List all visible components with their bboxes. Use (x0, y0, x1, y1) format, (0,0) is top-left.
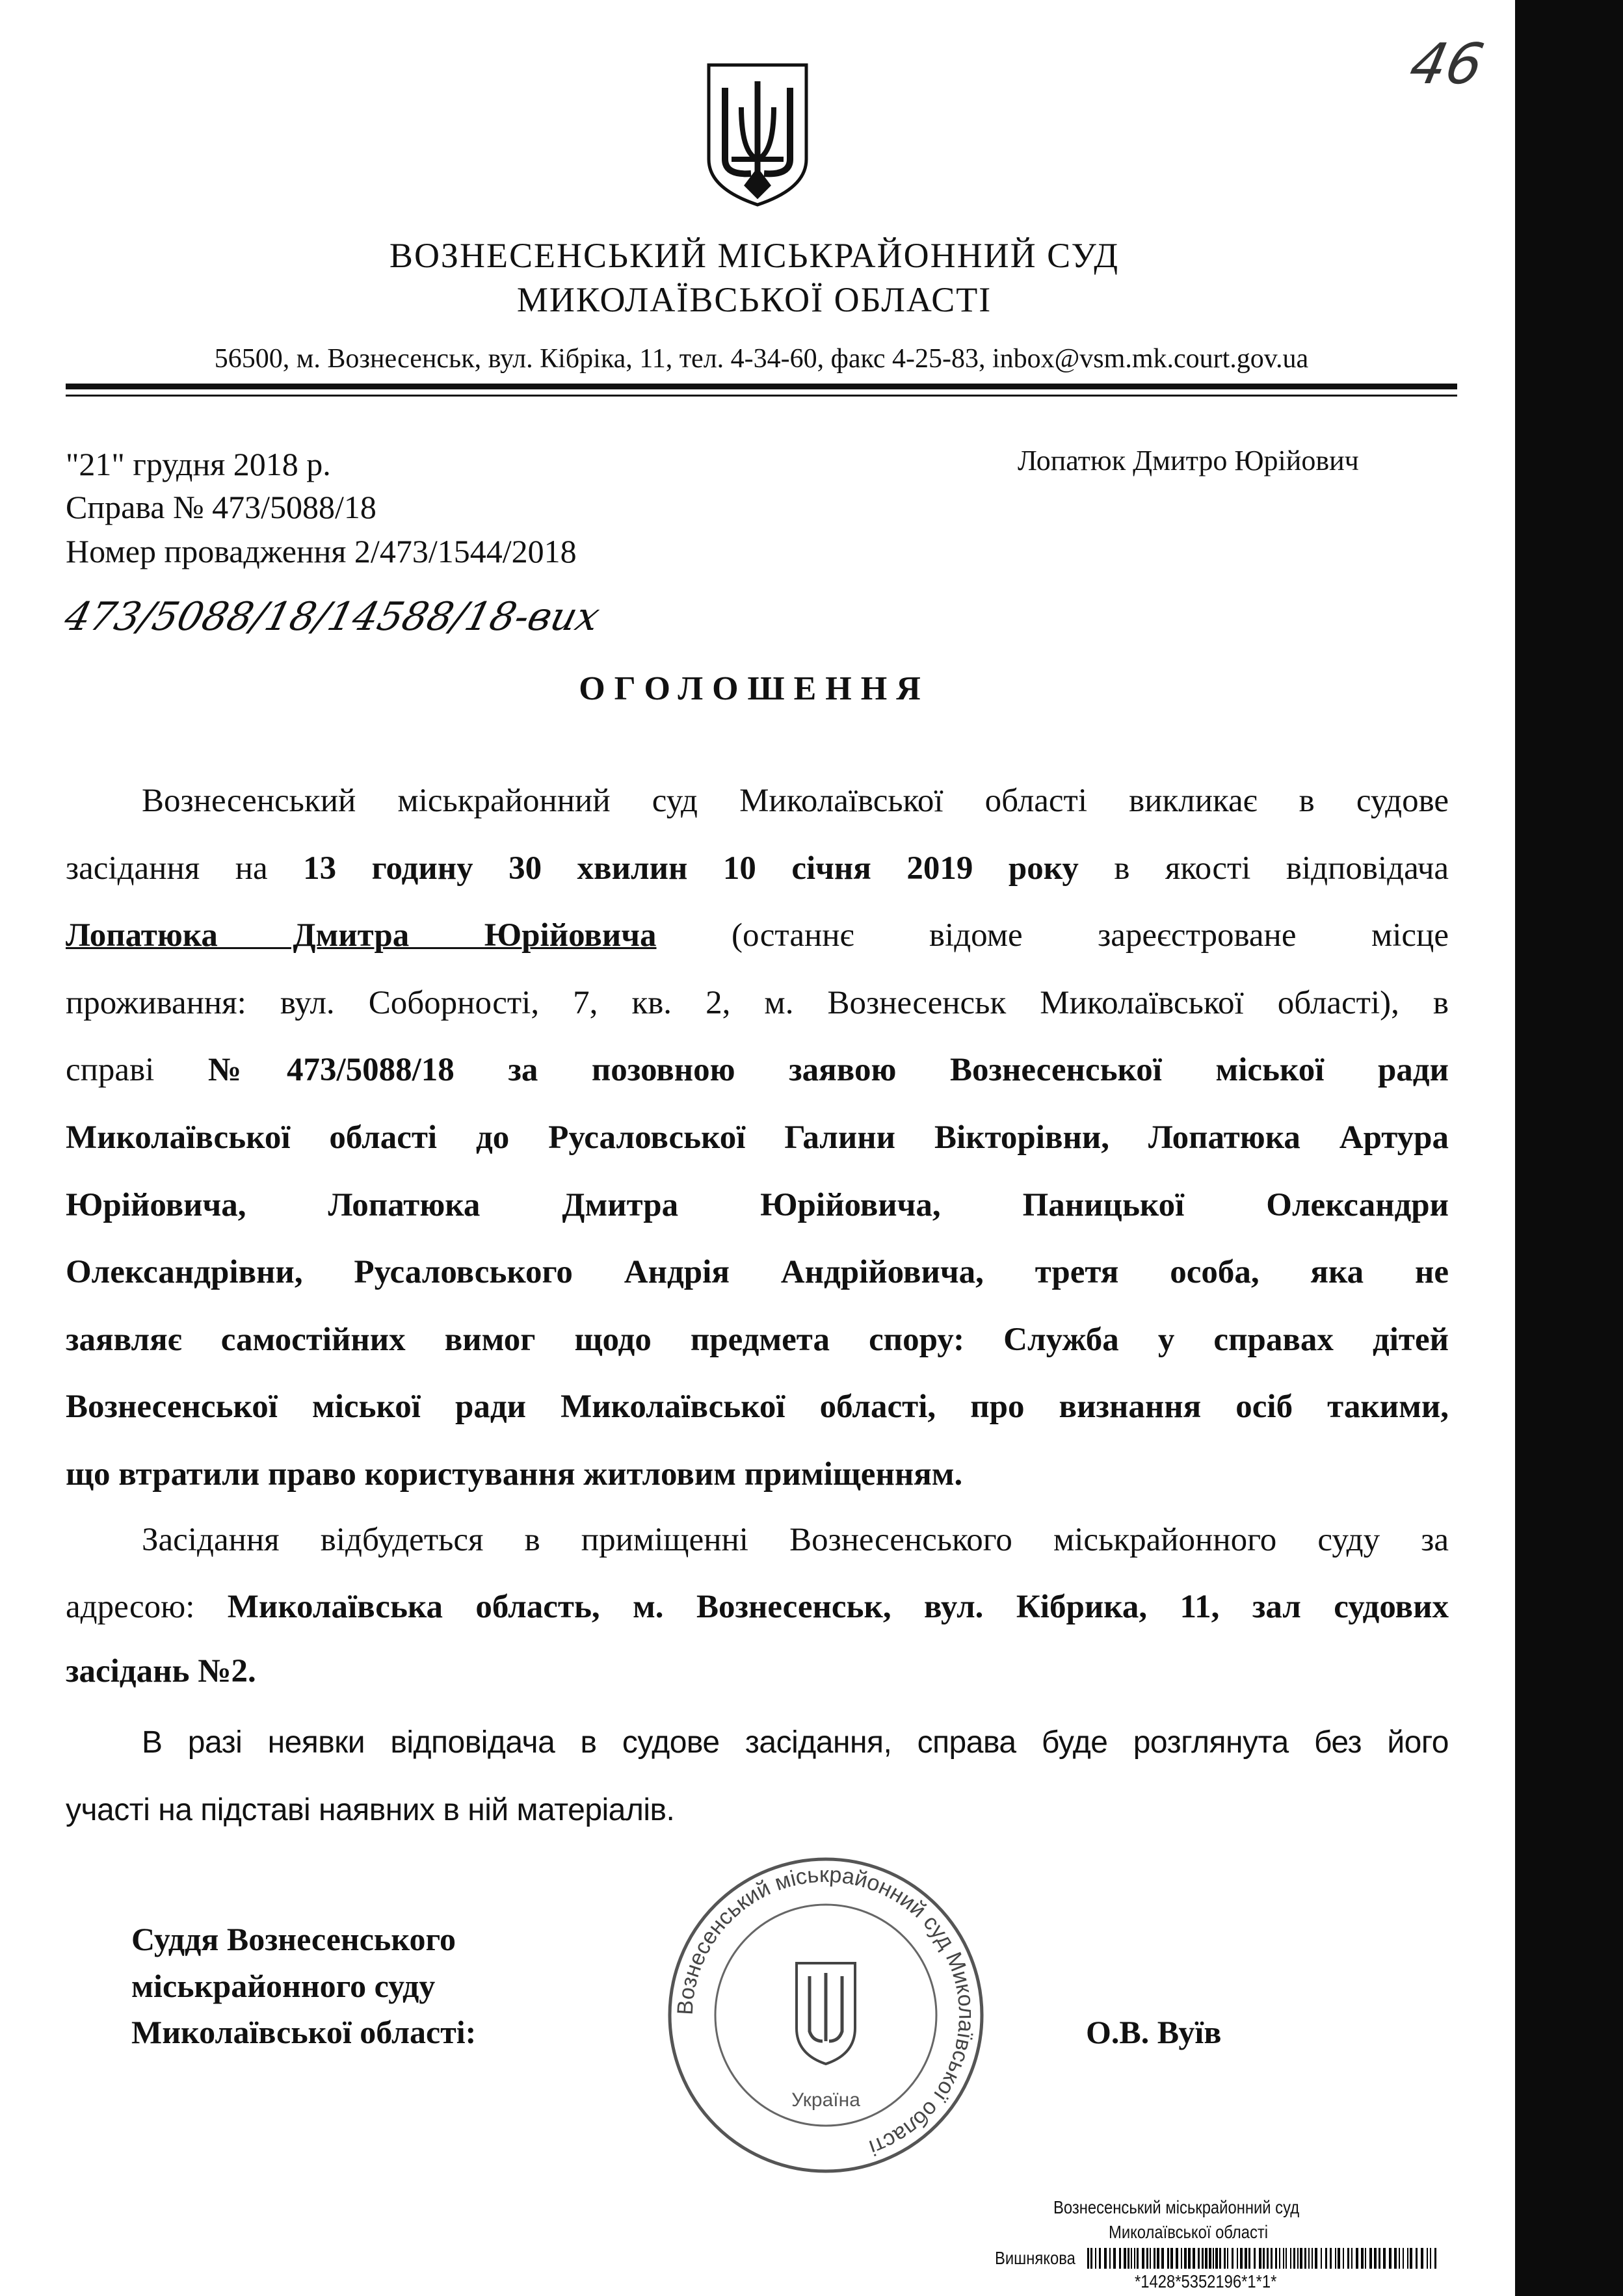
barcode-bar (1188, 2248, 1191, 2269)
barcode-bar (1167, 2248, 1169, 2269)
barcode-bar (1335, 2248, 1336, 2269)
body-line (66, 1119, 1449, 1157)
barcode-bar (1128, 2248, 1129, 2269)
barcode-bar (1087, 2248, 1089, 2269)
barcode-bar (1407, 2248, 1408, 2269)
signature-title-line1: Суддя Вознесенського (131, 1921, 456, 1957)
court-name-line1: ВОЗНЕСЕНСЬКИЙ МІСЬКРАЙОННИЙ СУД (389, 236, 1120, 275)
barcode-bar (1427, 2248, 1428, 2269)
barcode-bar (1248, 2248, 1250, 2269)
body-line (142, 1725, 1449, 1760)
text: в якості відповідача (1078, 850, 1449, 887)
barcode-bar (1304, 2248, 1306, 2269)
body-line (66, 984, 1449, 1023)
handwritten-page-number: 46 (1404, 32, 1490, 97)
barcode-bar (1403, 2248, 1404, 2269)
barcode-bar (1113, 2248, 1116, 2269)
letter-date: "21" грудня 2018 р. (66, 446, 331, 482)
barcode-bar (1430, 2248, 1431, 2269)
signature-title-line3: Миколаївської області: (131, 2014, 477, 2050)
text: засідання на (66, 850, 304, 887)
barcode-bar (1142, 2248, 1144, 2269)
footer-clerk-name: Вишнякова (995, 2248, 1075, 2268)
barcode-bar (1379, 2248, 1380, 2269)
footer-court-line2: Миколаївської області (1109, 2222, 1269, 2242)
announcement-heading: ОГОЛОШЕННЯ (579, 670, 930, 707)
barcode-bar (1131, 2248, 1132, 2269)
barcode-bar (1137, 2248, 1139, 2269)
barcode-bar (1184, 2248, 1187, 2269)
barcode-bar (1267, 2248, 1269, 2269)
text: Засідання відбудеться в приміщенні Вознесенського міськрайонного суду за (142, 1522, 1449, 1558)
barcode-bar (1356, 2248, 1358, 2269)
text: участі на підставі наявних в ній матеріалів. (66, 1793, 675, 1827)
header-rule-thin (66, 395, 1457, 397)
barcode-bar (1312, 2248, 1313, 2269)
barcode (1087, 2248, 1438, 2269)
barcode-bar (1263, 2248, 1265, 2269)
barcode-bar (1343, 2248, 1344, 2269)
bold-text: 13 годину 30 хвилин 10 січня 2019 року (303, 850, 1079, 887)
barcode-bar (1374, 2248, 1377, 2269)
barcode-bar (1321, 2248, 1322, 2269)
barcode-bar (1399, 2248, 1400, 2269)
bold-text: Олександрівни, Русаловського Андрія Андрійовича, третя особа, яка не (66, 1254, 1449, 1290)
text: В разі неявки відповідача в судове засідання, справа буде розглянута без його (142, 1725, 1449, 1760)
barcode-bar (1215, 2248, 1218, 2269)
body-line (66, 1588, 1449, 1626)
body-line (66, 1652, 1449, 1691)
text: Вознесенський міськрайонний суд Миколаївської області викликає в судове (142, 783, 1449, 819)
barcode-bar (1219, 2248, 1221, 2269)
barcode-bar (1237, 2248, 1238, 2269)
stamp-outer-text: Вознесенський міськрайонний суд Миколаївської області (672, 1862, 979, 2160)
scan-edge-black-strip (1515, 0, 1623, 2296)
barcode-bar (1224, 2248, 1226, 2269)
bold-text: Миколаївської області до Русаловської Галини Вікторівни, Лопатюка Артура (66, 1119, 1449, 1156)
court-name-line2: МИКОЛАЇВСЬКОЇ ОБЛАСТІ (516, 280, 992, 319)
body-line (66, 1186, 1449, 1225)
barcode-bar (1394, 2248, 1397, 2269)
body-line (66, 1051, 1449, 1089)
barcode-bar (1245, 2248, 1247, 2269)
barcode-bar (1181, 2248, 1182, 2269)
barcode-bar (1146, 2248, 1148, 2269)
text: адресою: (66, 1589, 228, 1625)
bold-text: заявляє самостійних вимог щодо предмета спору: Служба у справах дітей (66, 1322, 1449, 1358)
text: (останнє відоме зареєстроване місце (656, 917, 1449, 954)
barcode-bar (1254, 2248, 1256, 2269)
recipient-name: Лопатюк Дмитро Юрійович (1018, 445, 1359, 476)
bold-text: №473/5088/18 за позовною заявою Вознесенської міської ради (207, 1052, 1449, 1088)
barcode-bar (1308, 2248, 1310, 2269)
stamp-inner-text: Україна (791, 2089, 860, 2111)
barcode-bar (1198, 2248, 1200, 2269)
court-address: 56500, м. Вознесенськ, вул. Кібріка, 11, тел. 4-34-60, факс 4-25-83, inbox@vsm.mk.court.gov.ua (214, 344, 1309, 374)
barcode-number: *1428*5352196*1*1* (1135, 2271, 1277, 2291)
barcode-bar (1338, 2248, 1340, 2269)
barcode-bar (1351, 2248, 1352, 2269)
barcode-bar (1104, 2248, 1107, 2269)
bold-text: Лопатюка Дмитра Юрійовича (66, 917, 657, 954)
signature-title-line2: міськрайонного суду (131, 1968, 436, 2004)
body-line (66, 1253, 1449, 1292)
barcode-bar (1330, 2248, 1332, 2269)
barcode-bar (1134, 2248, 1135, 2269)
bold-text: Миколаївська область, м. Вознесенськ, вул. Кібрика, 11, зал судових (227, 1589, 1449, 1625)
bold-text: Вознесенської міської ради Миколаївської області, про визнання осіб такими, (66, 1389, 1449, 1425)
barcode-bar (1347, 2248, 1349, 2269)
body-line (66, 1792, 1449, 1828)
body-line (66, 917, 1449, 955)
barcode-bar (1227, 2248, 1228, 2269)
barcode-bar (1290, 2248, 1291, 2269)
barcode-bar (1213, 2248, 1214, 2269)
barcode-bar (1124, 2248, 1126, 2269)
barcode-bar (1300, 2248, 1302, 2269)
barcode-bar (1205, 2248, 1207, 2269)
body-line (142, 782, 1449, 820)
barcode-bar (1099, 2248, 1101, 2269)
barcode-bar (1325, 2248, 1327, 2269)
bold-text: Юрійовича, Лопатюка Дмитра Юрійовича, Паницької Олександри (66, 1187, 1449, 1223)
case-number: Справа № 473/5088/18 (66, 489, 376, 525)
barcode-bar (1434, 2248, 1436, 2269)
body-line (142, 1521, 1449, 1559)
barcode-bar (1283, 2248, 1284, 2269)
bold-text: засідань №2. (66, 1653, 256, 1689)
barcode-bar (1275, 2248, 1277, 2269)
barcode-bar (1154, 2248, 1155, 2269)
barcode-bar (1232, 2248, 1234, 2269)
barcode-bar (1161, 2248, 1164, 2269)
barcode-bar (1286, 2248, 1287, 2269)
barcode-bar (1090, 2248, 1092, 2269)
barcode-bar (1365, 2248, 1366, 2269)
barcode-bar (1279, 2248, 1280, 2269)
barcode-bar (1383, 2248, 1386, 2269)
barcode-bar (1119, 2248, 1121, 2269)
barcode-bar (1095, 2248, 1096, 2269)
barcode-bar (1193, 2248, 1195, 2269)
barcode-bar (1293, 2248, 1295, 2269)
barcode-bar (1150, 2248, 1151, 2269)
barcode-bar (1240, 2248, 1243, 2269)
barcode-bar (1315, 2248, 1317, 2269)
judge-name: О.В. Вуїв (1086, 2014, 1222, 2050)
barcode-bar (1361, 2248, 1364, 2269)
barcode-bar (1271, 2248, 1273, 2269)
barcode-bar (1369, 2248, 1372, 2269)
barcode-bar (1416, 2248, 1418, 2269)
barcode-bar (1109, 2248, 1111, 2269)
handwritten-outgoing-ref: 473/5088/18/14588/18-вих (60, 594, 605, 640)
barcode-bar (1209, 2248, 1211, 2269)
body-line (66, 1455, 1449, 1494)
text: проживання: вул. Соборності, 7, кв. 2, м. Вознесенськ Миколаївської області), в (66, 985, 1449, 1021)
barcode-bar (1176, 2248, 1178, 2269)
footer-court-line1: Вознесенський міськрайонний суд (1053, 2197, 1300, 2217)
text: справі (66, 1052, 208, 1088)
body-line (66, 850, 1449, 888)
barcode-bar (1389, 2248, 1392, 2269)
header-rule-thick (66, 384, 1457, 389)
barcode-bar (1170, 2248, 1173, 2269)
trident-emblem-icon (706, 62, 810, 208)
court-seal-stamp (657, 1846, 995, 2184)
barcode-bar (1259, 2248, 1261, 2269)
barcode-bar (1297, 2248, 1299, 2269)
body-line (66, 1388, 1449, 1426)
barcode-bar (1421, 2248, 1423, 2269)
barcode-bar (1410, 2248, 1412, 2269)
proceeding-number: Номер провадження 2/473/1544/2018 (66, 533, 577, 569)
bold-text: що втратили право користування житловим приміщенням. (66, 1456, 963, 1493)
barcode-bar (1202, 2248, 1204, 2269)
barcode-bar (1157, 2248, 1159, 2269)
body-line (66, 1321, 1449, 1359)
